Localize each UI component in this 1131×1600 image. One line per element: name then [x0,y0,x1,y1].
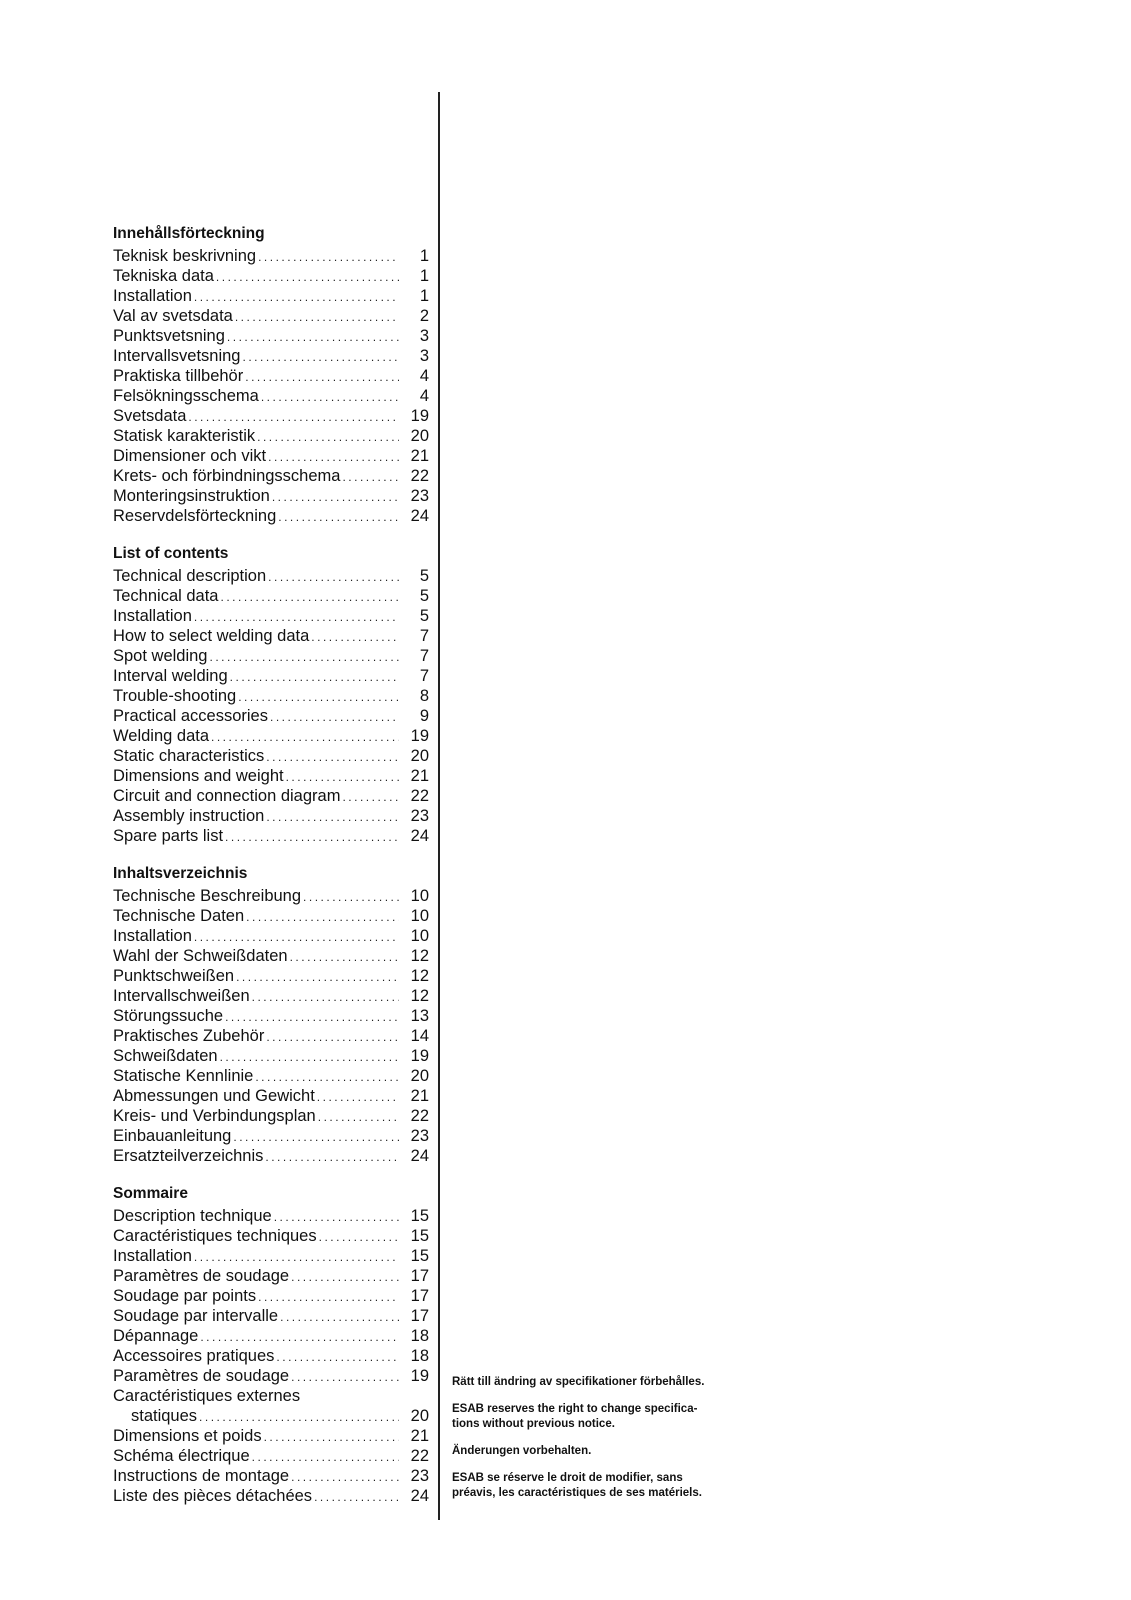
toc-entry [113,266,429,286]
toc-entry [113,1466,429,1486]
toc-entry-page: 17 [410,1267,429,1285]
toc-entry [113,886,429,906]
notice-line: Rätt till ändring av specifikationer förbehålles. [452,1376,705,1388]
dot-leader [268,567,399,587]
dot-leader [255,1067,399,1087]
toc-entry-label: Punktsvetsning [113,327,225,345]
dot-leader [266,1027,399,1047]
toc-entry-page: 23 [410,487,429,505]
toc-entry [113,1226,429,1246]
toc-entry-label: Dimensions et poids [113,1427,262,1445]
dot-leader [236,967,399,987]
toc-entry-page: 1 [419,287,429,305]
toc-entry [113,586,429,606]
toc-entry [113,1066,429,1086]
dot-leader [291,1267,399,1287]
dot-leader [278,507,399,527]
dot-leader [246,907,399,927]
toc-entry [113,986,429,1006]
toc-entry-label: Description technique [113,1207,272,1225]
toc-entry-page: 23 [410,1127,429,1145]
toc-entry-label: Installation [113,1247,192,1265]
toc-entry-page: 15 [410,1227,429,1245]
toc-entry [113,1486,429,1506]
toc-entry [113,346,429,366]
toc-entry-page: 20 [410,427,429,445]
toc-entry-label: Kreis- und Verbindungsplan [113,1107,316,1125]
toc-entry-label: Installation [113,287,192,305]
toc-entry [113,746,429,766]
toc-entry-page: 20 [410,1067,429,1085]
toc-entry-label: Dépannage [113,1327,199,1345]
toc-entry-page: 9 [419,707,429,725]
section-title: Inhaltsverzeichnis [113,865,248,882]
dot-leader [230,667,399,687]
toc-entry-page: 19 [410,727,429,745]
dot-leader [235,307,399,327]
dot-leader [252,987,399,1007]
toc-entry [113,1266,429,1286]
dot-leader [318,1107,399,1127]
toc-entry-label: Praktisches Zubehör [113,1027,265,1045]
dot-leader [233,1127,399,1147]
dot-leader [200,1327,399,1347]
dot-leader [225,1007,399,1027]
toc-entry [113,1206,429,1226]
toc-entry-page: 21 [410,767,429,785]
change-notice-notes [452,1375,772,1513]
toc-entry [113,1046,429,1066]
toc-entry-page: 10 [410,887,429,905]
dot-leader [261,387,399,407]
toc-entry [113,626,429,646]
toc-section-swedish [113,224,429,526]
toc-entry [113,1286,429,1306]
toc-entry-page: 15 [410,1207,429,1225]
toc-entry-label: Reservdelsförteckning [113,507,277,525]
toc-entry-label: Trouble-shooting [113,687,237,705]
toc-entry-page: 12 [410,987,429,1005]
toc-entry-page: 5 [419,567,429,585]
toc-entry [113,1346,429,1366]
toc-entry [113,1246,429,1266]
dot-leader [199,1407,399,1427]
dot-leader [257,427,399,447]
toc-entry-label: Technische Beschreibung [113,887,302,905]
toc-entry [113,366,429,386]
dot-leader [270,707,399,727]
toc-entry [113,306,429,326]
dot-leader [209,647,399,667]
dot-leader [252,1447,399,1467]
toc-entry-label: Intervallsvetsning [113,347,241,365]
toc-entry-page: 22 [410,1107,429,1125]
section-title: Sommaire [113,1185,188,1202]
toc-entry [113,1126,429,1146]
toc-entry-page: 22 [410,1447,429,1465]
toc-entry [113,1386,429,1406]
toc-entry-label: Punktschweißen [113,967,235,985]
section-title: List of contents [113,545,229,562]
notice-line: préavis, les caractéristiques de ses matériels. [452,1487,702,1499]
toc-entry-label: Installation [113,607,192,625]
toc-entry-page: 12 [410,967,429,985]
toc-entry-page: 10 [410,907,429,925]
toc-entry-label: Instructions de montage [113,1467,290,1485]
dot-leader [342,467,399,487]
toc-entry [113,426,429,446]
toc-section-german [113,864,429,1166]
toc-entry [113,786,429,806]
dot-leader [342,787,399,807]
toc-entry-label: Paramètres de soudage [113,1367,290,1385]
toc-entry [113,506,429,526]
toc-entry [113,826,429,846]
toc-entry [113,706,429,726]
section-title: Innehållsförteckning [113,225,265,242]
toc-entry [113,466,429,486]
toc-entry-page: 21 [410,1087,429,1105]
dot-leader [319,1227,399,1247]
toc-entry-label: Schéma électrique [113,1447,250,1465]
toc-entry [113,486,429,506]
dot-leader [194,287,399,307]
notice-line: ESAB se réserve le droit de modifier, sans [452,1472,683,1484]
dot-leader [311,627,399,647]
dot-leader [194,927,399,947]
toc-entry [113,966,429,986]
toc-entry-page: 1 [419,267,429,285]
toc-entry-page: 8 [419,687,429,705]
dot-leader [268,447,399,467]
toc-entry-page: 3 [419,347,429,365]
toc-entry [113,906,429,926]
toc-entry-page: 24 [410,507,429,525]
dot-leader [266,807,399,827]
toc-entry [113,1306,429,1326]
toc-entry [113,566,429,586]
toc-entry-page: 24 [410,1147,429,1165]
toc-entry [113,1106,429,1126]
toc-entry-page: 17 [410,1287,429,1305]
toc-entry [113,926,429,946]
toc-entry-label: Static characteristics [113,747,265,765]
toc-entry-page: 22 [410,787,429,805]
toc-entry-page: 18 [410,1327,429,1345]
table-of-contents [113,224,429,1524]
toc-entry [113,766,429,786]
toc-entry-label: Caractéristiques externes [113,1387,301,1405]
dot-leader [272,487,399,507]
toc-entry-page: 10 [410,927,429,945]
toc-entry-label: Intervallschweißen [113,987,250,1005]
toc-entry-label: Teknisk beskrivning [113,247,257,265]
dot-leader [303,887,399,907]
toc-entry-page: 5 [419,607,429,625]
dot-leader [314,1487,399,1507]
dot-leader [291,1367,399,1387]
toc-entry-label: Ersatzteilverzeichnis [113,1147,264,1165]
toc-entry [113,406,429,426]
notice-french [452,1471,772,1501]
toc-entry-label: Assembly instruction [113,807,265,825]
dot-leader [264,1427,399,1447]
toc-entry-label: Praktiska tillbehör [113,367,244,385]
toc-entry-page: 7 [419,667,429,685]
toc-entry-label: Technische Daten [113,907,245,925]
toc-entry [113,686,429,706]
dot-leader [225,827,399,847]
toc-entry-page: 19 [410,1047,429,1065]
toc-entry-page: 7 [419,647,429,665]
toc-entry-page: 20 [410,747,429,765]
dot-leader [216,267,399,287]
toc-entry [113,286,429,306]
toc-entry-page: 20 [410,1407,429,1425]
toc-entry [113,946,429,966]
toc-entry [113,1086,429,1106]
toc-entry-label: Spot welding [113,647,208,665]
dot-leader [280,1307,399,1327]
toc-entry-page: 5 [419,587,429,605]
toc-entry-page: 22 [410,467,429,485]
toc-entry-label: Wahl der Schweißdaten [113,947,288,965]
toc-entry [113,246,429,266]
toc-entry-page: 21 [410,1427,429,1445]
toc-entry-label: Dimensioner och vikt [113,447,267,465]
notice-line: ESAB reserves the right to change specifica- [452,1403,698,1415]
notice-swedish [452,1375,772,1390]
toc-entry-page: 18 [410,1347,429,1365]
toc-entry [113,386,429,406]
toc-entry-label: Monteringsinstruktion [113,487,270,505]
dot-leader [188,407,399,427]
toc-entry-page: 7 [419,627,429,645]
dot-leader [258,247,399,267]
toc-entry-label: Accessoires pratiques [113,1347,275,1365]
toc-entry-label: Einbauanleitung [113,1127,232,1145]
toc-entry [113,1406,429,1426]
toc-section-french [113,1184,429,1506]
toc-entry-label: Krets- och förbindningsschema [113,467,341,485]
notice-line: Änderungen vorbehalten. [452,1445,592,1457]
toc-entry-page: 2 [419,307,429,325]
toc-entry-label: Welding data [113,727,210,745]
toc-entry-page: 4 [419,387,429,405]
toc-entry-label: Statisk karakteristik [113,427,256,445]
toc-entry [113,606,429,626]
toc-entry-label: Statische Kennlinie [113,1067,254,1085]
toc-entry-label: Installation [113,927,192,945]
toc-section-english [113,544,429,846]
notice-english [452,1402,772,1432]
dot-leader [266,747,399,767]
dot-leader [194,607,399,627]
dot-leader [317,1087,399,1107]
toc-entry-label: Val av svetsdata [113,307,233,325]
toc-entry-page: 1 [419,247,429,265]
toc-entry-page: 12 [410,947,429,965]
toc-entry-page: 13 [410,1007,429,1025]
toc-entry-label: Practical accessories [113,707,268,725]
toc-entry-page: 4 [419,367,429,385]
toc-entry-label: Svetsdata [113,407,187,425]
toc-entry [113,806,429,826]
toc-entry [113,1326,429,1346]
toc-entry-label: Spare parts list [113,827,224,845]
toc-entry-label: Tekniska data [113,267,214,285]
toc-entry-label: Soudage par points [113,1287,257,1305]
toc-entry-page: 23 [410,1467,429,1485]
toc-entry-page: 14 [410,1027,429,1045]
toc-entry-page: 24 [410,1487,429,1505]
dot-leader [290,947,399,967]
notice-german [452,1444,772,1459]
toc-entry-page: 19 [410,1367,429,1385]
dot-leader [221,587,400,607]
dot-leader [211,727,399,747]
toc-entry [113,726,429,746]
dot-leader [242,347,399,367]
dot-leader [274,1207,399,1227]
toc-entry [113,1006,429,1026]
toc-entry [113,1026,429,1046]
toc-entry-label: Schweißdaten [113,1047,218,1065]
notice-line: tions without previous notice. [452,1418,615,1430]
dot-leader [238,687,399,707]
toc-entry-label: Caractéristiques techniques [113,1227,317,1245]
toc-entry-label: Liste des pièces détachées [113,1487,313,1505]
dot-leader [286,767,399,787]
toc-entry-page: 19 [410,407,429,425]
toc-entry-page: 3 [419,327,429,345]
toc-entry-label: Paramètres de soudage [113,1267,290,1285]
dot-leader [227,327,399,347]
toc-entry-label: Felsökningsschema [113,387,259,405]
toc-entry [113,326,429,346]
toc-entry [113,666,429,686]
toc-entry-label: statiques [131,1407,198,1425]
dot-leader [245,367,399,387]
toc-entry-label: Circuit and connection diagram [113,787,341,805]
dot-leader [194,1247,399,1267]
toc-entry [113,1426,429,1446]
toc-entry-page: 24 [410,827,429,845]
toc-entry-label: Störungssuche [113,1007,224,1025]
toc-entry-label: Abmessungen und Gewicht [113,1087,315,1105]
column-divider [438,92,440,1520]
toc-entry-page: 15 [410,1247,429,1265]
toc-entry [113,1446,429,1466]
dot-leader [276,1347,399,1367]
toc-entry-label: How to select welding data [113,627,310,645]
toc-entry [113,646,429,666]
dot-leader [265,1147,399,1167]
toc-entry [113,1366,429,1386]
toc-entry-page: 21 [410,447,429,465]
toc-entry-label: Technical data [113,587,219,605]
toc-entry-label: Dimensions and weight [113,767,284,785]
toc-entry-page: 17 [410,1307,429,1325]
toc-entry-label: Interval welding [113,667,228,685]
toc-entry-label: Technical description [113,567,267,585]
dot-leader [258,1287,399,1307]
toc-entry [113,446,429,466]
toc-entry-label: Soudage par intervalle [113,1307,279,1325]
toc-entry-page: 23 [410,807,429,825]
dot-leader [220,1047,399,1067]
toc-entry [113,1146,429,1166]
dot-leader [291,1467,399,1487]
